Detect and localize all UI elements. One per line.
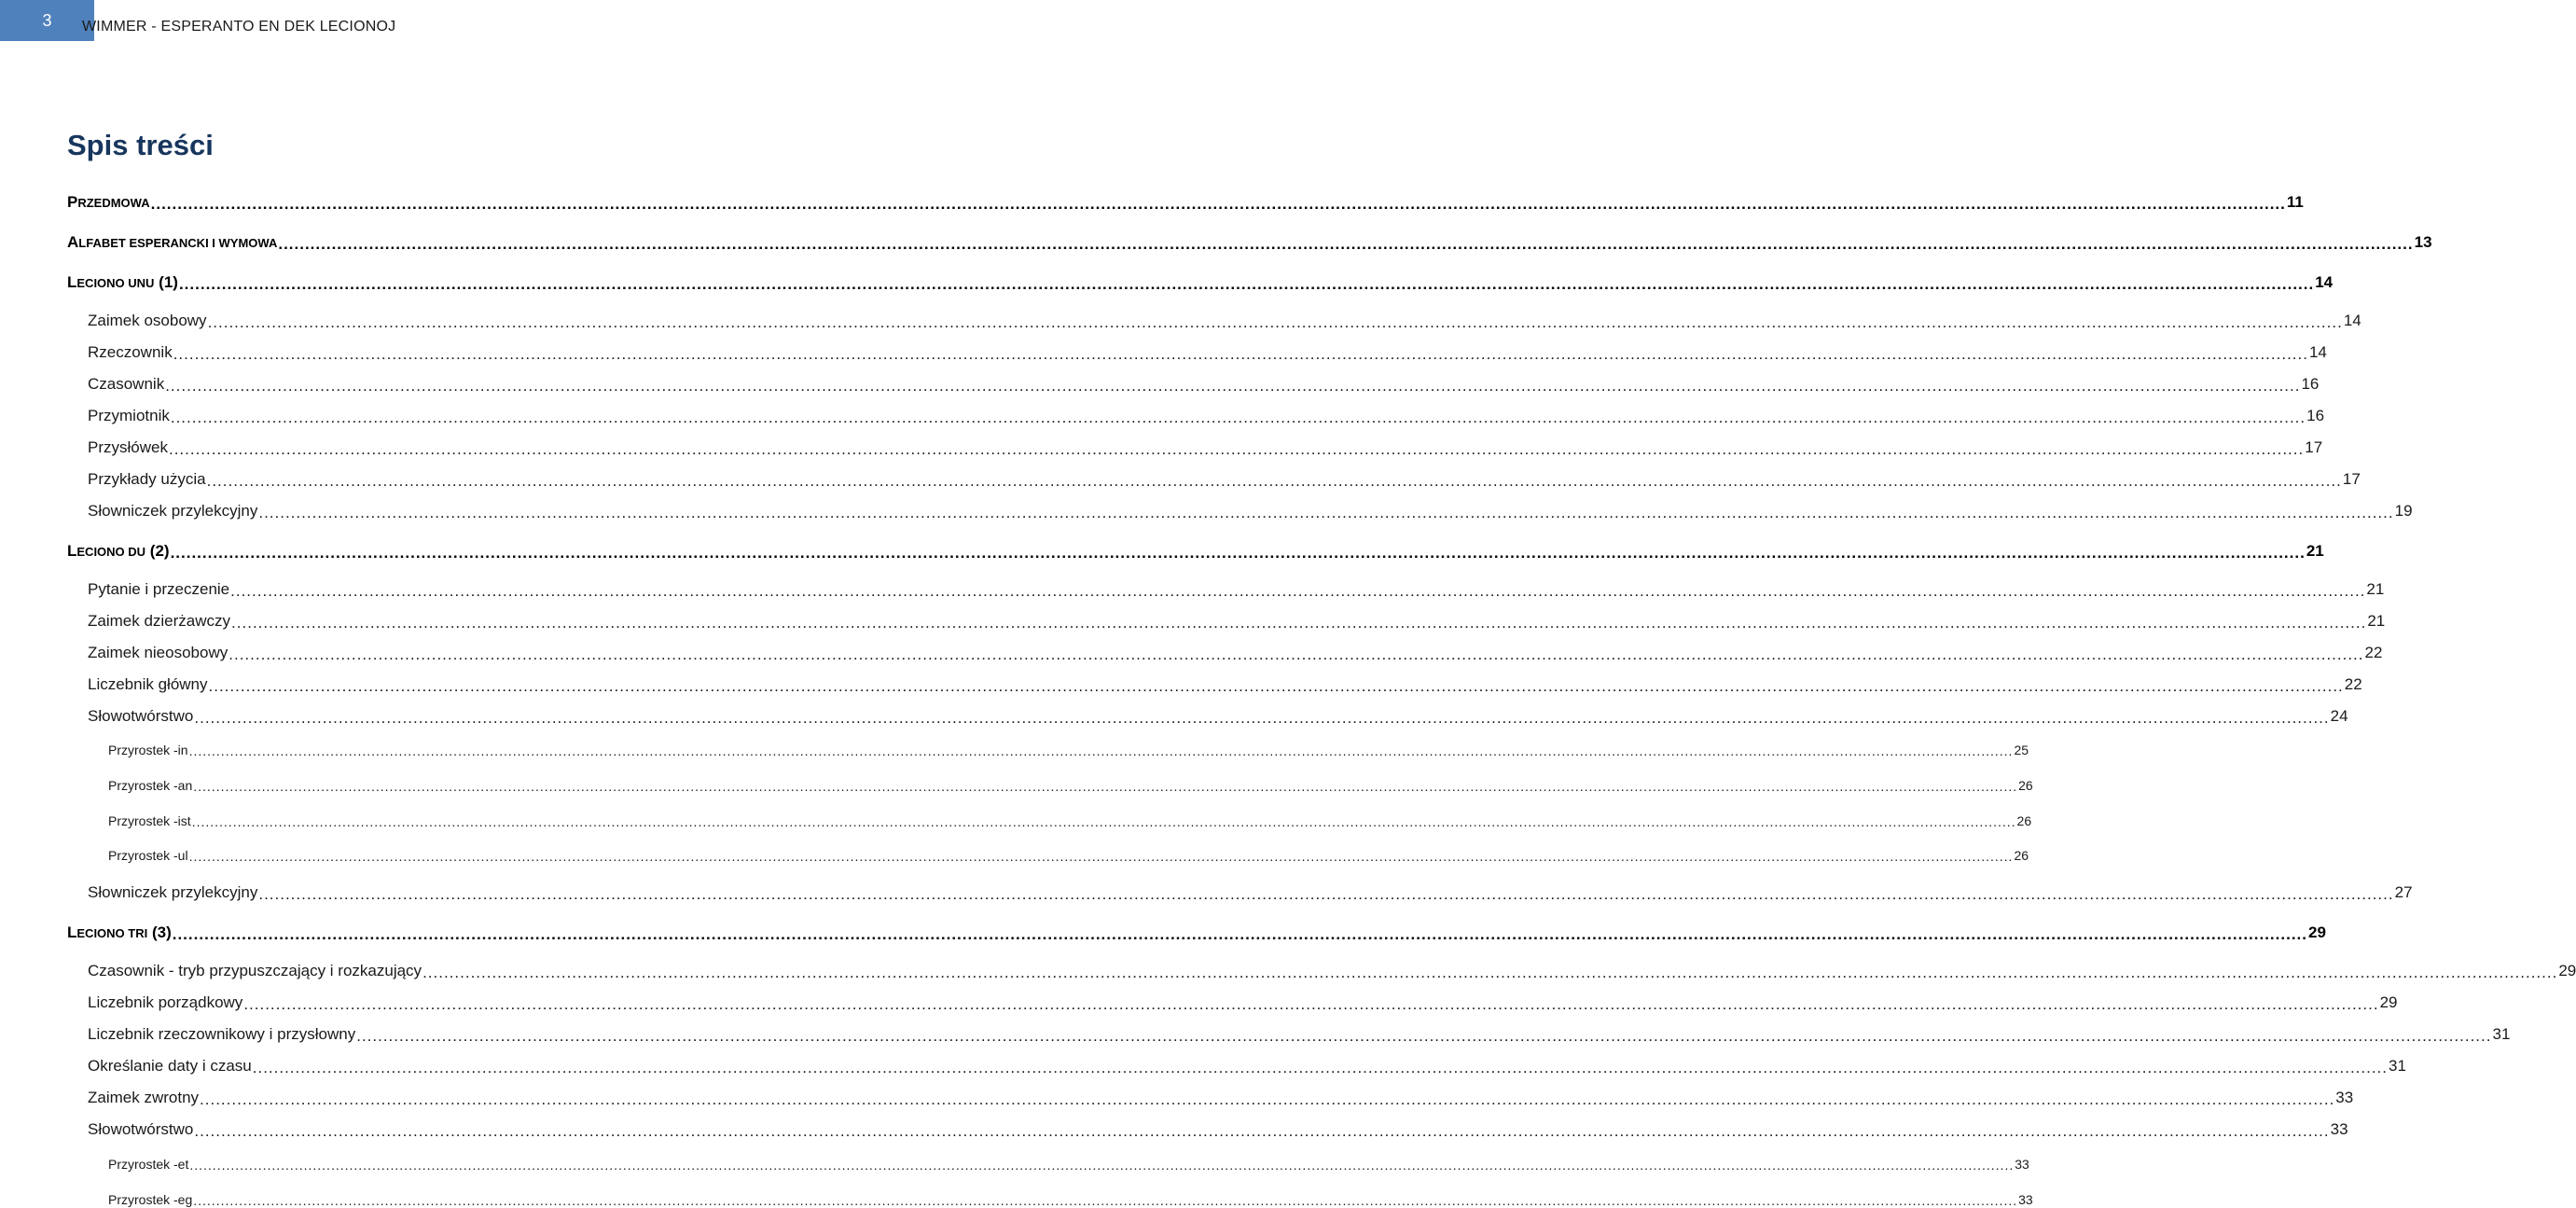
toc-page-number: 21 (2306, 542, 2324, 560)
toc-entry-title: Przykłady użycia (88, 470, 206, 488)
toc-entry-title: Przyrostek -eg (108, 1192, 193, 1207)
toc-page-number: 14 (2315, 273, 2334, 291)
toc-entry-25[interactable] (88, 1021, 2511, 1045)
toc-page-number: 24 (2330, 707, 2348, 725)
toc-page-number: 11 (2286, 193, 2304, 211)
toc-entry-29[interactable] (108, 1153, 2029, 1173)
toc-page-number: 22 (2344, 675, 2362, 693)
toc-entry-title: Zaimek osobowy (88, 312, 207, 329)
toc-entry-28[interactable] (88, 1117, 2348, 1140)
toc-leader-dots: ................................................................................................................................................................................................................................................................................................................................................................................................................ (173, 345, 2308, 363)
page-number: 3 (42, 10, 52, 30)
toc-leader-dots: ................................................................................................................................................................................................................................................................................................................................................................................................................ (189, 1158, 2015, 1173)
toc-entry-11[interactable] (67, 538, 2324, 562)
toc-entry-2[interactable] (67, 229, 2432, 253)
toc-entry-title: ALFABET ESPERANCKI I WYMOWA (67, 233, 278, 251)
toc-entry-10[interactable] (88, 498, 2413, 521)
toc-leader-dots: ................................................................................................................................................................................................................................................................................................................................................................................................................ (278, 235, 2414, 253)
toc-entry-5[interactable] (88, 340, 2327, 363)
toc-page-number: 17 (2305, 438, 2323, 456)
toc-entry-title: Przyrostek -ist (108, 813, 191, 828)
toc-entry-26[interactable] (88, 1053, 2406, 1076)
toc-entry-title: Liczebnik rzeczownikowy i przysłowny (88, 1025, 356, 1043)
toc-leader-dots: ................................................................................................................................................................................................................................................................................................................................................................................................................ (191, 814, 2016, 829)
toc-entry-title: Czasownik - tryb przypuszczający i rozkazujący (88, 962, 422, 979)
toc-entry-title: LECIONO DU (2) (67, 542, 170, 560)
toc-leader-dots: ................................................................................................................................................................................................................................................................................................................................................................................................................ (356, 1027, 2492, 1045)
toc-page-number: 26 (2016, 813, 2032, 828)
running-header-title: WIMMER - ESPERANTO EN DEK LECIONOJ (82, 19, 396, 35)
toc-entry-title: Zaimek nieosobowy (88, 644, 229, 661)
toc-page-number: 27 (2394, 883, 2413, 901)
toc-entry-title: Pytanie i przeczenie (88, 580, 230, 598)
toc-heading: Spis treści (67, 129, 214, 161)
toc-entry-title: Czasownik (88, 375, 165, 393)
toc-leader-dots: ................................................................................................................................................................................................................................................................................................................................................................................................................ (229, 646, 2364, 663)
toc-page-number: 29 (2379, 993, 2398, 1011)
toc-leader-dots: ................................................................................................................................................................................................................................................................................................................................................................................................................ (422, 964, 2558, 981)
toc-page-number: 13 (2414, 233, 2432, 251)
toc-entry-30[interactable] (108, 1188, 2033, 1208)
toc-page-number: 31 (2492, 1025, 2511, 1043)
toc-entry-title: Słowniczek przylekcyjny (88, 502, 258, 520)
toc-leader-dots: ................................................................................................................................................................................................................................................................................................................................................................................................................ (200, 1090, 2335, 1108)
toc-entry-18[interactable] (108, 774, 2033, 794)
toc-entry-19[interactable] (108, 810, 2032, 829)
toc-entry-title: Zaimek dzierżawczy (88, 612, 231, 630)
toc-entry-title: PRZEDMOWA (67, 193, 150, 211)
toc-entry-22[interactable] (67, 920, 2326, 943)
toc-page-number: 16 (2301, 375, 2320, 393)
toc-entry-title: LECIONO UNU (1) (67, 273, 178, 291)
toc-page-number: 22 (2364, 644, 2383, 661)
toc-page-number: 26 (2018, 778, 2033, 793)
toc-page-number: 21 (2367, 612, 2386, 630)
toc-entry-17[interactable] (108, 739, 2029, 758)
toc-leader-dots: ................................................................................................................................................................................................................................................................................................................................................................................................................ (165, 377, 2301, 395)
toc-leader-dots: ................................................................................................................................................................................................................................................................................................................................................................................................................ (207, 313, 2343, 331)
toc-leader-dots: ................................................................................................................................................................................................................................................................................................................................................................................................................ (170, 544, 2306, 562)
toc-page-number: 14 (2343, 312, 2361, 329)
toc-page-number: 26 (2014, 848, 2029, 863)
toc-entry-title: LECIONO TRI (3) (67, 923, 172, 941)
toc-entry-title: Rzeczownik (88, 343, 173, 361)
toc-entry-title: Słowotwórstwo (88, 707, 194, 725)
toc-leader-dots: ................................................................................................................................................................................................................................................................................................................................................................................................................ (252, 1059, 2389, 1076)
toc-leader-dots: ................................................................................................................................................................................................................................................................................................................................................................................................................ (193, 779, 2018, 794)
toc-page-number: 29 (2308, 923, 2326, 941)
toc-page-number: 14 (2308, 343, 2327, 361)
toc-entry-7[interactable] (88, 403, 2325, 426)
toc-entry-20[interactable] (108, 844, 2029, 864)
toc-entry-16[interactable] (88, 703, 2348, 727)
toc-entry-title: Liczebnik główny (88, 675, 208, 693)
toc-page-number: 29 (2558, 962, 2576, 979)
toc-leader-dots: ................................................................................................................................................................................................................................................................................................................................................................................................................ (193, 1193, 2018, 1208)
toc-entry-6[interactable] (88, 371, 2320, 395)
toc-page-number: 33 (2335, 1089, 2354, 1106)
toc-leader-dots: ................................................................................................................................................................................................................................................................................................................................................................................................................ (258, 885, 2394, 903)
toc-leader-dots: ................................................................................................................................................................................................................................................................................................................................................................................................................ (150, 195, 2286, 213)
toc-leader-dots: ................................................................................................................................................................................................................................................................................................................................................................................................................ (231, 614, 2367, 632)
toc-leader-dots: ................................................................................................................................................................................................................................................................................................................................................................................................................ (194, 709, 2330, 727)
toc-entry-title: Przyrostek -ul (108, 848, 188, 863)
toc-entry-8[interactable] (88, 435, 2323, 458)
toc-leader-dots: ................................................................................................................................................................................................................................................................................................................................................................................................................ (188, 849, 2014, 864)
toc-leader-dots: ................................................................................................................................................................................................................................................................................................................................................................................................................ (188, 743, 2014, 758)
toc-entry-title: Zaimek zwrotny (88, 1089, 200, 1106)
toc-entry-3[interactable] (67, 270, 2334, 293)
toc-entry-21[interactable] (88, 880, 2413, 903)
toc-entry-15[interactable] (88, 672, 2362, 695)
toc-page-number: 31 (2389, 1057, 2406, 1075)
toc-page-number: 33 (2015, 1157, 2029, 1172)
toc-entry-1[interactable] (67, 189, 2304, 213)
toc-page-number: 19 (2394, 502, 2413, 520)
toc-entry-title: Określanie daty i czasu (88, 1057, 252, 1075)
toc-leader-dots: ................................................................................................................................................................................................................................................................................................................................................................................................................ (258, 504, 2394, 521)
toc-page-number: 21 (2366, 580, 2385, 598)
toc-entry-title: Przyrostek -et (108, 1157, 189, 1172)
toc-page-number: 33 (2018, 1192, 2033, 1207)
toc-entry-title: Przysłówek (88, 438, 168, 456)
toc-leader-dots: ................................................................................................................................................................................................................................................................................................................................................................................................................ (194, 1122, 2330, 1140)
toc-entry-24[interactable] (88, 990, 2398, 1013)
toc-leader-dots: ................................................................................................................................................................................................................................................................................................................................................................................................................ (178, 275, 2315, 293)
toc-entry-title: Słowniczek przylekcyjny (88, 883, 258, 901)
toc-page-number: 25 (2014, 743, 2029, 757)
toc-entry-14[interactable] (88, 640, 2383, 663)
toc-entry-title: Przymiotnik (88, 407, 170, 424)
toc-leader-dots: ................................................................................................................................................................................................................................................................................................................................................................................................................ (170, 409, 2306, 426)
toc-leader-dots: ................................................................................................................................................................................................................................................................................................................................................................................................................ (206, 472, 2342, 490)
toc-entry-title: Słowotwórstwo (88, 1120, 194, 1138)
toc-entry-title: Przyrostek -an (108, 778, 193, 793)
toc-entry-title: Liczebnik porządkowy (88, 993, 243, 1011)
toc-entry-27[interactable] (88, 1085, 2354, 1108)
toc-leader-dots: ................................................................................................................................................................................................................................................................................................................................................................................................................ (243, 995, 2379, 1013)
toc-entry-title: Przyrostek -in (108, 743, 188, 757)
toc-leader-dots: ................................................................................................................................................................................................................................................................................................................................................................................................................ (230, 582, 2366, 600)
toc-entry-13[interactable] (88, 608, 2386, 632)
toc-entry-9[interactable] (88, 466, 2361, 490)
toc-leader-dots: ................................................................................................................................................................................................................................................................................................................................................................................................................ (208, 677, 2344, 695)
toc-leader-dots: ................................................................................................................................................................................................................................................................................................................................................................................................................ (168, 440, 2305, 458)
toc-entry-4[interactable] (88, 308, 2361, 331)
toc-page-number: 17 (2342, 470, 2361, 488)
toc-entry-23[interactable] (88, 958, 2576, 981)
toc-entry-12[interactable] (88, 576, 2385, 600)
toc-page-number: 16 (2306, 407, 2325, 424)
toc-leader-dots: ................................................................................................................................................................................................................................................................................................................................................................................................................ (172, 925, 2307, 943)
toc-page-number: 33 (2330, 1120, 2348, 1138)
